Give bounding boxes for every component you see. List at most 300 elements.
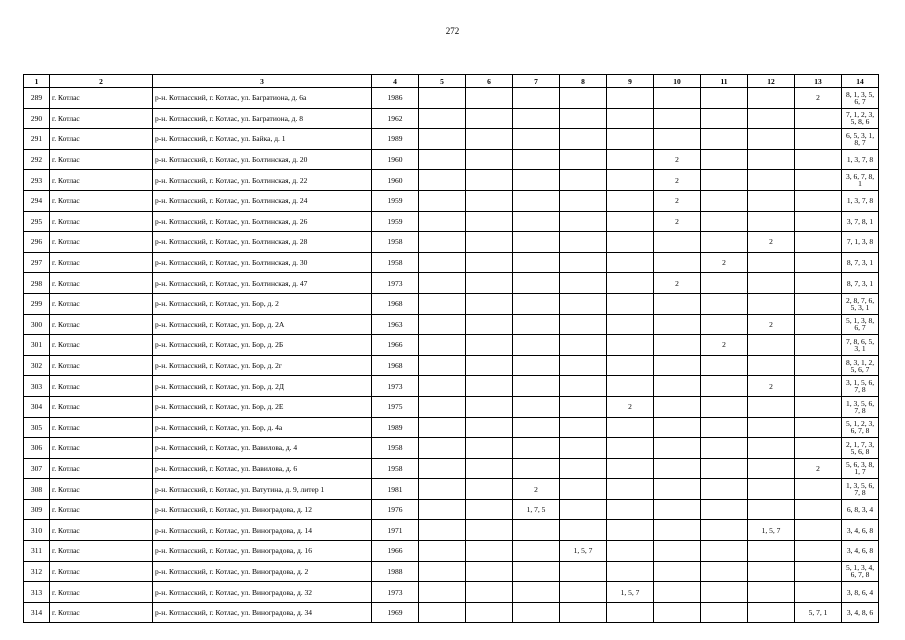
table-cell-col-1: 311 (24, 541, 50, 562)
table-cell-col-13 (795, 170, 842, 191)
table-cell-col-1: 295 (24, 211, 50, 232)
table-cell-col-13 (795, 520, 842, 541)
table-cell-col-2: г. Котлас (50, 479, 153, 500)
table-cell-col-11 (701, 170, 748, 191)
table-cell-col-11 (701, 108, 748, 129)
table-cell-col-3: р-н. Котласский, г. Котлас, ул. Болтинская, д. 47 (153, 273, 372, 294)
table-cell-col-8 (560, 273, 607, 294)
table-cell-col-2: г. Котлас (50, 88, 153, 109)
table-cell-col-13 (795, 129, 842, 150)
table-cell-col-3: р-н. Котласский, г. Котлас, ул. Багратиона, д. 8 (153, 108, 372, 129)
table-cell-col-8 (560, 108, 607, 129)
table-row (24, 417, 879, 438)
table-cell-col-11 (701, 293, 748, 314)
table-cell-col-13: 2 (795, 88, 842, 109)
table-cell-col-13 (795, 252, 842, 273)
table-cell-col-14: 6, 5, 3, 1, 8, 7 (842, 129, 879, 150)
table-cell-col-12 (748, 190, 795, 211)
table-cell-col-10 (654, 541, 701, 562)
table-cell-col-3: р-н. Котласский, г. Котлас, ул. Болтинская, д. 20 (153, 149, 372, 170)
table-cell-col-7 (513, 252, 560, 273)
table-cell-col-6 (466, 417, 513, 438)
table-cell-col-7 (513, 170, 560, 191)
table-cell-col-1: 305 (24, 417, 50, 438)
table-cell-col-12: 2 (748, 232, 795, 253)
table-cell-col-9 (607, 479, 654, 500)
table-body (24, 88, 879, 623)
column-header-10: 10 (654, 75, 701, 88)
table-cell-col-2: г. Котлас (50, 108, 153, 129)
data-table (23, 74, 879, 623)
table-cell-col-2: г. Котлас (50, 602, 153, 623)
table-cell-col-14: 8, 1, 3, 5, 6, 7 (842, 88, 879, 109)
column-header-9: 9 (607, 75, 654, 88)
table-cell-col-2: г. Котлас (50, 273, 153, 294)
table-cell-col-13 (795, 396, 842, 417)
table-cell-col-11 (701, 561, 748, 582)
table-row (24, 458, 879, 479)
table-cell-col-9 (607, 273, 654, 294)
table-cell-col-5 (419, 293, 466, 314)
table-cell-col-9 (607, 149, 654, 170)
table-cell-col-11 (701, 190, 748, 211)
table-cell-col-8 (560, 232, 607, 253)
table-cell-col-6 (466, 499, 513, 520)
table-cell-col-8 (560, 376, 607, 397)
table-cell-col-9 (607, 438, 654, 459)
table-cell-col-10: 2 (654, 149, 701, 170)
table-cell-col-4: 1960 (372, 170, 419, 191)
table-cell-col-6 (466, 520, 513, 541)
table-cell-col-5 (419, 149, 466, 170)
table-cell-col-2: г. Котлас (50, 252, 153, 273)
column-header-5: 5 (419, 75, 466, 88)
table-cell-col-9 (607, 376, 654, 397)
table-cell-col-3: р-н. Котласский, г. Котлас, ул. Бор, д. 2Д (153, 376, 372, 397)
table-cell-col-7 (513, 541, 560, 562)
table-cell-col-12 (748, 396, 795, 417)
table-cell-col-3: р-н. Котласский, г. Котлас, ул. Виноградова, д. 14 (153, 520, 372, 541)
table-cell-col-1: 291 (24, 129, 50, 150)
table-cell-col-7 (513, 582, 560, 603)
table-cell-col-4: 1966 (372, 541, 419, 562)
table-cell-col-4: 1960 (372, 149, 419, 170)
table-cell-col-11 (701, 211, 748, 232)
table-row (24, 582, 879, 603)
table-cell-col-3: р-н. Котласский, г. Котлас, ул. Болтинская, д. 24 (153, 190, 372, 211)
table-cell-col-4: 1973 (372, 273, 419, 294)
table-cell-col-5 (419, 211, 466, 232)
table-cell-col-11 (701, 396, 748, 417)
table-row (24, 314, 879, 335)
table-cell-col-13: 5, 7, 1 (795, 602, 842, 623)
table-cell-col-13 (795, 108, 842, 129)
table-cell-col-3: р-н. Котласский, г. Котлас, ул. Багратиона, д. 6а (153, 88, 372, 109)
table-cell-col-5 (419, 335, 466, 356)
table-cell-col-11: 2 (701, 335, 748, 356)
table-cell-col-10 (654, 561, 701, 582)
table-cell-col-1: 309 (24, 499, 50, 520)
column-header-13: 13 (795, 75, 842, 88)
table-cell-col-4: 1958 (372, 458, 419, 479)
table-cell-col-12 (748, 211, 795, 232)
table-cell-col-6 (466, 541, 513, 562)
table-cell-col-5 (419, 355, 466, 376)
table-cell-col-1: 314 (24, 602, 50, 623)
table-cell-col-10 (654, 499, 701, 520)
table-cell-col-7 (513, 458, 560, 479)
table-cell-col-14: 1, 3, 5, 6, 7, 8 (842, 396, 879, 417)
table-cell-col-3: р-н. Котласский, г. Котлас, ул. Бор, д. 2А (153, 314, 372, 335)
table-cell-col-1: 312 (24, 561, 50, 582)
table-cell-col-8: 1, 5, 7 (560, 541, 607, 562)
table-cell-col-13 (795, 211, 842, 232)
table-cell-col-1: 289 (24, 88, 50, 109)
table-cell-col-8 (560, 170, 607, 191)
table-row (24, 190, 879, 211)
table-cell-col-5 (419, 561, 466, 582)
header-row (24, 75, 879, 88)
column-header-8: 8 (560, 75, 607, 88)
table-cell-col-3: р-н. Котласский, г. Котлас, ул. Бор, д. 2 (153, 293, 372, 314)
table-cell-col-13 (795, 561, 842, 582)
table-cell-col-2: г. Котлас (50, 458, 153, 479)
table-row (24, 88, 879, 109)
table-cell-col-5 (419, 273, 466, 294)
table-cell-col-4: 1968 (372, 293, 419, 314)
table-cell-col-12 (748, 355, 795, 376)
table-cell-col-1: 308 (24, 479, 50, 500)
table-cell-col-7 (513, 293, 560, 314)
table-cell-col-3: р-н. Котласский, г. Котлас, ул. Виноградова, д. 34 (153, 602, 372, 623)
table-cell-col-4: 1962 (372, 108, 419, 129)
table-cell-col-1: 301 (24, 335, 50, 356)
table-cell-col-6 (466, 438, 513, 459)
table-cell-col-7 (513, 211, 560, 232)
table-cell-col-3: р-н. Котласский, г. Котлас, ул. Бор, д. 4а (153, 417, 372, 438)
table-cell-col-11 (701, 499, 748, 520)
table-row (24, 396, 879, 417)
table-cell-col-5 (419, 190, 466, 211)
table-cell-col-2: г. Котлас (50, 293, 153, 314)
table-cell-col-11 (701, 541, 748, 562)
table-cell-col-7 (513, 417, 560, 438)
table-cell-col-14: 3, 4, 6, 8 (842, 541, 879, 562)
table-row (24, 108, 879, 129)
table-cell-col-14: 8, 7, 3, 1 (842, 273, 879, 294)
table-cell-col-1: 306 (24, 438, 50, 459)
table-cell-col-5 (419, 252, 466, 273)
table-cell-col-7 (513, 108, 560, 129)
table-cell-col-14: 2, 1, 7, 3, 5, 6, 8 (842, 438, 879, 459)
table-cell-col-9 (607, 499, 654, 520)
table-cell-col-10 (654, 417, 701, 438)
table-cell-col-6 (466, 582, 513, 603)
table-cell-col-10 (654, 376, 701, 397)
table-cell-col-5 (419, 314, 466, 335)
table-cell-col-14: 8, 3, 1, 2, 5, 6, 7 (842, 355, 879, 376)
table-cell-col-4: 1973 (372, 582, 419, 603)
table-cell-col-5 (419, 396, 466, 417)
table-cell-col-5 (419, 541, 466, 562)
table-cell-col-2: г. Котлас (50, 211, 153, 232)
table-cell-col-4: 1971 (372, 520, 419, 541)
table-cell-col-13 (795, 417, 842, 438)
table-cell-col-6 (466, 376, 513, 397)
table-cell-col-4: 1989 (372, 129, 419, 150)
table-cell-col-10: 2 (654, 170, 701, 191)
column-header-3: 3 (153, 75, 372, 88)
table-cell-col-3: р-н. Котласский, г. Котлас, ул. Виноградова, д. 16 (153, 541, 372, 562)
table-cell-col-7 (513, 376, 560, 397)
table-cell-col-13 (795, 438, 842, 459)
table-cell-col-9 (607, 602, 654, 623)
table-cell-col-8 (560, 335, 607, 356)
table-cell-col-12 (748, 273, 795, 294)
table-cell-col-4: 1959 (372, 190, 419, 211)
table-cell-col-11 (701, 88, 748, 109)
table-cell-col-6 (466, 252, 513, 273)
table-cell-col-14: 1, 3, 5, 6, 7, 8 (842, 479, 879, 500)
table-cell-col-13 (795, 499, 842, 520)
table-cell-col-9 (607, 108, 654, 129)
table-cell-col-8 (560, 355, 607, 376)
table-row (24, 602, 879, 623)
table-cell-col-12 (748, 561, 795, 582)
table-cell-col-4: 1989 (372, 417, 419, 438)
table-cell-col-5 (419, 232, 466, 253)
table-cell-col-4: 1969 (372, 602, 419, 623)
table-cell-col-11 (701, 582, 748, 603)
table-cell-col-12 (748, 170, 795, 191)
table-cell-col-11 (701, 520, 748, 541)
table-cell-col-4: 1963 (372, 314, 419, 335)
table-cell-col-10 (654, 293, 701, 314)
table-cell-col-2: г. Котлас (50, 314, 153, 335)
table-cell-col-7 (513, 273, 560, 294)
table-cell-col-12 (748, 252, 795, 273)
table-cell-col-4: 1968 (372, 355, 419, 376)
table-cell-col-6 (466, 232, 513, 253)
table-cell-col-6 (466, 211, 513, 232)
table-cell-col-7 (513, 520, 560, 541)
table-cell-col-14: 3, 6, 7, 8, 1 (842, 170, 879, 191)
table-cell-col-12 (748, 582, 795, 603)
table-cell-col-12: 2 (748, 314, 795, 335)
table-cell-col-7 (513, 355, 560, 376)
table-cell-col-9 (607, 252, 654, 273)
table-cell-col-11 (701, 438, 748, 459)
table-cell-col-14: 8, 7, 3, 1 (842, 252, 879, 273)
table-cell-col-3: р-н. Котласский, г. Котлас, ул. Вавилова, д. 6 (153, 458, 372, 479)
table-cell-col-9: 2 (607, 396, 654, 417)
table-cell-col-9 (607, 417, 654, 438)
table-cell-col-5 (419, 582, 466, 603)
table-cell-col-12 (748, 602, 795, 623)
table-cell-col-1: 307 (24, 458, 50, 479)
table-cell-col-12 (748, 417, 795, 438)
table-cell-col-7 (513, 396, 560, 417)
table-cell-col-3: р-н. Котласский, г. Котлас, ул. Болтинская, д. 26 (153, 211, 372, 232)
table-cell-col-4: 1959 (372, 211, 419, 232)
table-cell-col-10 (654, 355, 701, 376)
table-cell-col-13 (795, 355, 842, 376)
table-cell-col-8 (560, 561, 607, 582)
table-cell-col-8 (560, 293, 607, 314)
table-cell-col-12 (748, 458, 795, 479)
table-cell-col-4: 1981 (372, 479, 419, 500)
table-cell-col-7 (513, 88, 560, 109)
table-row (24, 232, 879, 253)
column-header-12: 12 (748, 75, 795, 88)
table-cell-col-5 (419, 520, 466, 541)
table-cell-col-2: г. Котлас (50, 417, 153, 438)
column-header-4: 4 (372, 75, 419, 88)
table-cell-col-6 (466, 314, 513, 335)
table-cell-col-5 (419, 479, 466, 500)
table-cell-col-12 (748, 499, 795, 520)
table-cell-col-10 (654, 232, 701, 253)
table-cell-col-6 (466, 190, 513, 211)
table-cell-col-10 (654, 602, 701, 623)
table-cell-col-2: г. Котлас (50, 355, 153, 376)
table-cell-col-8 (560, 458, 607, 479)
table-cell-col-13: 2 (795, 458, 842, 479)
table-cell-col-9 (607, 541, 654, 562)
table-cell-col-1: 290 (24, 108, 50, 129)
table-cell-col-5 (419, 417, 466, 438)
table-cell-col-2: г. Котлас (50, 335, 153, 356)
table-cell-col-6 (466, 129, 513, 150)
table-cell-col-5 (419, 499, 466, 520)
table-row (24, 376, 879, 397)
table-cell-col-9 (607, 314, 654, 335)
table-cell-col-14: 3, 4, 6, 8 (842, 520, 879, 541)
table-cell-col-3: р-н. Котласский, г. Котлас, ул. Бор, д. 2Е (153, 396, 372, 417)
table-cell-col-2: г. Котлас (50, 438, 153, 459)
table-cell-col-12 (748, 438, 795, 459)
table-cell-col-4: 1966 (372, 335, 419, 356)
table-cell-col-7 (513, 232, 560, 253)
column-header-14: 14 (842, 75, 879, 88)
table-cell-col-2: г. Котлас (50, 190, 153, 211)
table-cell-col-9 (607, 561, 654, 582)
table-cell-col-3: р-н. Котласский, г. Котлас, ул. Бор, д. 2г (153, 355, 372, 376)
table-cell-col-5 (419, 438, 466, 459)
table-cell-col-12 (748, 479, 795, 500)
table-cell-col-12 (748, 108, 795, 129)
table-cell-col-10 (654, 252, 701, 273)
table-row (24, 438, 879, 459)
table-cell-col-11 (701, 355, 748, 376)
table-cell-col-8 (560, 252, 607, 273)
table-cell-col-1: 302 (24, 355, 50, 376)
table-cell-col-1: 298 (24, 273, 50, 294)
table-row (24, 355, 879, 376)
table-cell-col-14: 7, 1, 2, 3, 5, 8, 6 (842, 108, 879, 129)
column-header-6: 6 (466, 75, 513, 88)
table-cell-col-1: 299 (24, 293, 50, 314)
table-cell-col-9 (607, 355, 654, 376)
table-cell-col-4: 1958 (372, 252, 419, 273)
table-cell-col-3: р-н. Котласский, г. Котлас, ул. Виноградова, д. 32 (153, 582, 372, 603)
table-cell-col-11 (701, 602, 748, 623)
table-cell-col-10: 2 (654, 211, 701, 232)
table-cell-col-11 (701, 149, 748, 170)
table-cell-col-13 (795, 541, 842, 562)
table-row (24, 149, 879, 170)
table-cell-col-3: р-н. Котласский, г. Котлас, ул. Байка, д. 1 (153, 129, 372, 150)
table-cell-col-14: 3, 4, 8, 6 (842, 602, 879, 623)
table-cell-col-14: 3, 8, 6, 4 (842, 582, 879, 603)
table-cell-col-10 (654, 108, 701, 129)
table-cell-col-6 (466, 335, 513, 356)
table-cell-col-4: 1975 (372, 396, 419, 417)
table-cell-col-2: г. Котлас (50, 232, 153, 253)
table-cell-col-2: г. Котлас (50, 396, 153, 417)
table-cell-col-11 (701, 129, 748, 150)
table-cell-col-13 (795, 479, 842, 500)
table-cell-col-9 (607, 458, 654, 479)
table-cell-col-10 (654, 129, 701, 150)
table-cell-col-10 (654, 582, 701, 603)
table-cell-col-5 (419, 170, 466, 191)
table-cell-col-14: 3, 1, 5, 6, 7, 8 (842, 376, 879, 397)
table-cell-col-4: 1976 (372, 499, 419, 520)
table-cell-col-8 (560, 602, 607, 623)
table-cell-col-6 (466, 88, 513, 109)
table-cell-col-11: 2 (701, 252, 748, 273)
table-cell-col-5 (419, 376, 466, 397)
table-row (24, 541, 879, 562)
table-cell-col-11 (701, 458, 748, 479)
table-cell-col-8 (560, 396, 607, 417)
table-cell-col-6 (466, 396, 513, 417)
table-cell-col-8 (560, 129, 607, 150)
table-cell-col-12: 1, 5, 7 (748, 520, 795, 541)
table-cell-col-12: 2 (748, 376, 795, 397)
table-cell-col-12 (748, 88, 795, 109)
table-cell-col-4: 1986 (372, 88, 419, 109)
table-cell-col-6 (466, 458, 513, 479)
table-cell-col-8 (560, 314, 607, 335)
column-header-7: 7 (513, 75, 560, 88)
table-cell-col-6 (466, 602, 513, 623)
table-cell-col-13 (795, 376, 842, 397)
table-cell-col-13 (795, 293, 842, 314)
table-cell-col-13 (795, 149, 842, 170)
table-cell-col-10 (654, 479, 701, 500)
table-cell-col-10 (654, 520, 701, 541)
table-cell-col-2: г. Котлас (50, 561, 153, 582)
table-cell-col-6 (466, 108, 513, 129)
table-cell-col-1: 304 (24, 396, 50, 417)
table-cell-col-10 (654, 458, 701, 479)
table-cell-col-7 (513, 149, 560, 170)
table-cell-col-7 (513, 602, 560, 623)
table-cell-col-11 (701, 314, 748, 335)
table-cell-col-9 (607, 88, 654, 109)
table-cell-col-13 (795, 232, 842, 253)
table-cell-col-14: 2, 8, 7, 6, 5, 3, 1 (842, 293, 879, 314)
page-number: 272 (445, 26, 460, 36)
table-cell-col-2: г. Котлас (50, 149, 153, 170)
table-cell-col-9 (607, 170, 654, 191)
table-cell-col-10 (654, 88, 701, 109)
table-cell-col-10 (654, 438, 701, 459)
table-cell-col-7 (513, 335, 560, 356)
table-cell-col-9 (607, 232, 654, 253)
